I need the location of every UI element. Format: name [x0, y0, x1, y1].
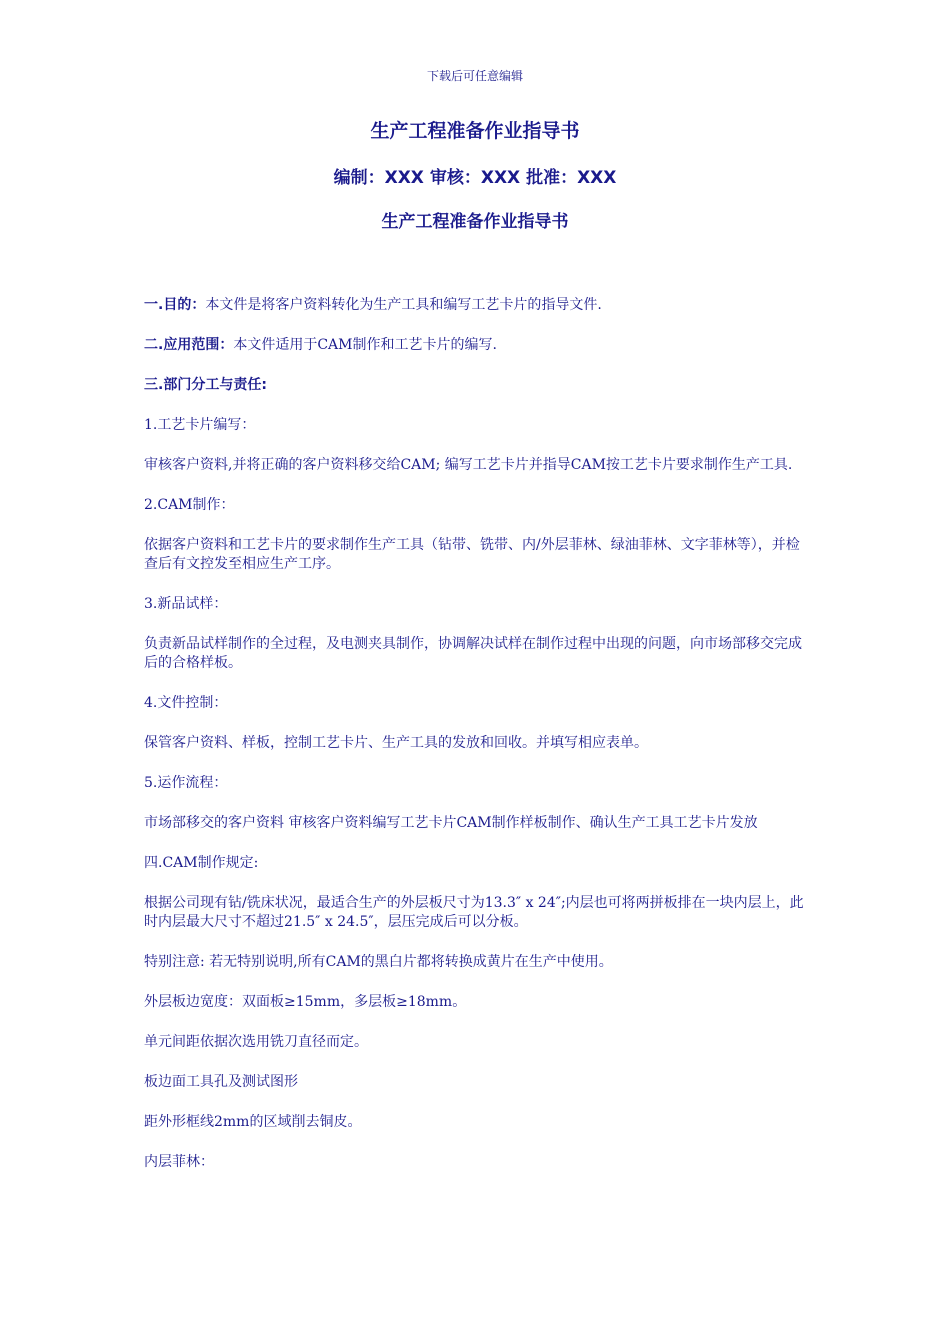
paragraph: 外层板边宽度：双面板≥15mm，多层板≥18mm。 [144, 994, 467, 1010]
paragraph: 审核客户资料,并将正确的客户资料移交给CAM; 编写工艺卡片并指导CAM按工艺卡片要求制作生产工具. [144, 457, 793, 473]
section-scope [144, 336, 809, 355]
section-purpose-text: 本文件是将客户资料转化为生产工具和编写工艺卡片的指导文件. [205, 297, 602, 313]
section-purpose-label: 一.目的： [144, 297, 206, 313]
section-duty-label: 三.部门分工与责任: [144, 377, 267, 393]
paragraph: 内层菲林： [144, 1154, 214, 1170]
paragraph: 依据客户资料和工艺卡片的要求制作生产工具（钻带、铣带、内/外层菲林、绿油菲林、文字菲林等），并检查后有文控发至相应生产工序。 [144, 537, 800, 572]
paragraph: 2.CAM制作： [144, 497, 235, 513]
paragraph: 市场部移交的客户资料 审核客户资料编写工艺卡片CAM制作样板制作、确认生产工具工艺卡片发放 [144, 815, 758, 831]
paragraph: 保管客户资料、样板，控制工艺卡片、生产工具的发放和回收。并填写相应表单。 [144, 735, 648, 751]
section-purpose [144, 296, 809, 315]
section-scope-text: 本文件适用于CAM制作和工艺卡片的编写. [233, 337, 497, 353]
paragraph: 4.文件控制： [144, 695, 228, 711]
paragraph: 四.CAM制作规定: [144, 855, 259, 871]
paragraph: 距外形框线2mm的区域削去铜皮。 [144, 1114, 362, 1130]
paragraph: 根据公司现有钻/铣床状况，最适合生产的外层板尺寸为13.3″ x 24″;内层也可将两拼板排在一块内层上，此时内层最大尺寸不超过21.5″ x 24.5″，层压完成后可以分板。 [144, 895, 804, 930]
section-scope-label: 二.应用范围： [144, 337, 234, 353]
paragraph: 单元间距依据次选用铣刀直径而定。 [144, 1034, 368, 1050]
document-subtitle: 生产工程准备作业指导书 [381, 212, 569, 232]
document-title: 生产工程准备作业指导书 [370, 120, 580, 142]
paragraph: 5.运作流程： [144, 775, 228, 791]
paragraph: 负责新品试样制作的全过程，及电测夹具制作，协调解决试样在制作过程中出现的问题，向市场部移交完成后的合格样板。 [144, 636, 802, 671]
paragraph: 3.新品试样： [144, 596, 228, 612]
approval-line: 编制：XXX 审核：XXX 批准：XXX [333, 168, 617, 188]
paragraph: 板边面工具孔及测试图形 [144, 1074, 298, 1090]
paragraph: 特别注意: 若无特别说明,所有CAM的黑白片都将转换成黄片在生产中使用。 [144, 954, 613, 970]
section-duty [144, 376, 809, 395]
document-body [144, 296, 809, 1193]
header-note: 下载后可任意编辑 [426, 69, 523, 83]
paragraph: 1.工艺卡片编写： [144, 417, 256, 433]
